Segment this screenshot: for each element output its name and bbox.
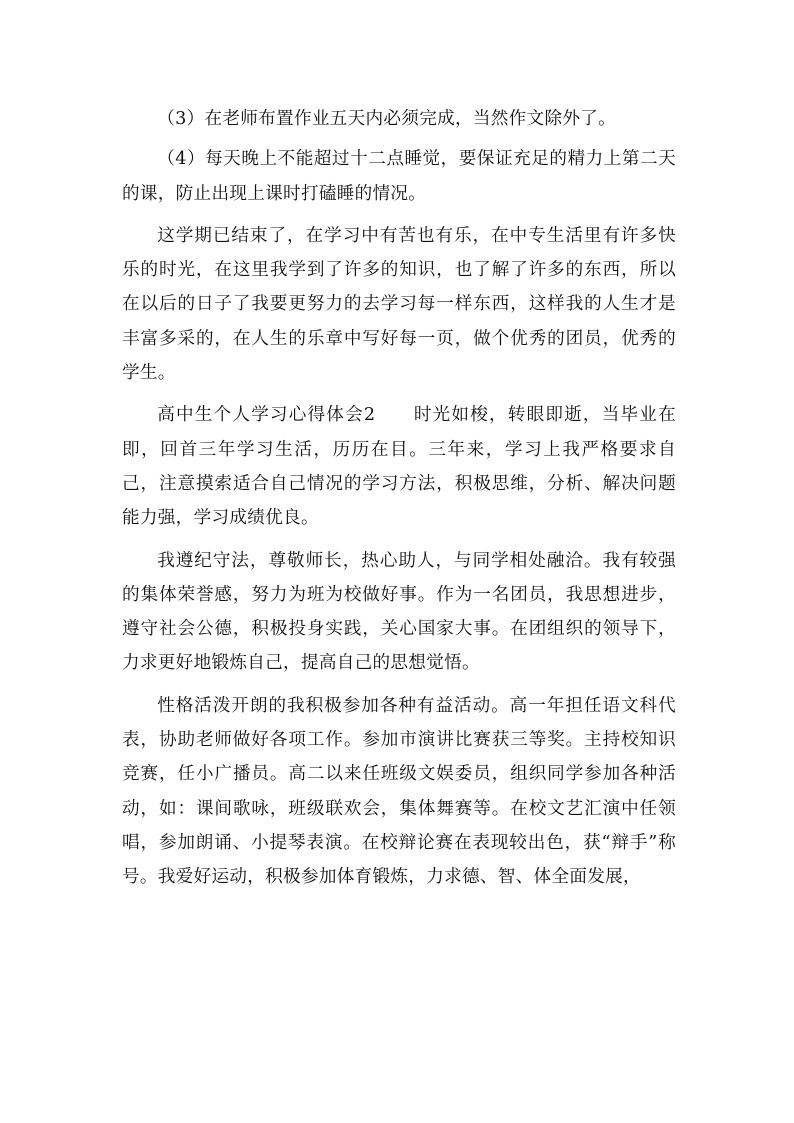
paragraph-item-3: （3）在老师布置作业五天内必须完成，当然作文除外了。 xyxy=(157,109,617,129)
paragraph-activities: 性格活泼开朗的我积极参加各种有益活动。高一年担任语文科代表，协助老师做好各项工作。参加市演讲比赛获三等奖。主持校知识竞赛，任小广播员。高二以来任班级文娱委员，组织同学参加各种活动，如：课间歌咏，班级联欢会，集体舞赛等。在校文艺汇演中任领唱，参加朗诵、小提琴表演。在校辩论赛在表现较出色，获“辩手”称号。我爱好运动，积极参加体育锻炼，力求德、智、体全面发展， xyxy=(122,695,676,888)
paragraph-semester-summary: 这学期已结束了，在学习中有苦也有乐，在中专生活里有许多快乐的时光，在这里我学到了许多的知识，也了解了许多的东西，所以在以后的日子了我要更努力的去学习每一样东西，这样我的人生才是丰富多采的，在人生的乐章中写好每一页，做个优秀的团员，优秀的学生。 xyxy=(122,225,676,384)
paragraph-item-4: （4）每天晚上不能超过十二点睡觉，要保证充足的精力上第二天的课，防止出现上课时打磕睡的情况。 xyxy=(122,149,676,204)
paragraph-conduct: 我遵纪守法，尊敬师长，热心助人，与同学相处融洽。我有较强的集体荣誉感，努力为班为校做好事。作为一名团员，我思想进步，遵守社会公德，积极投身实践，关心国家大事。在团组织的领导下，力求更好地锻炼自己，提高自己的思想觉悟。 xyxy=(122,550,676,674)
paragraph-essay-2-intro: 高中生个人学习心得体会2 时光如梭，转眼即逝，当毕业在即，回首三年学习生活，历历在目。三年来，学习上我严格要求自己，注意摸索适合自己情况的学习方法，积极思维，分析、解决问题能力强，学习成绩优良。 xyxy=(122,405,676,529)
document-body xyxy=(122,102,676,903)
